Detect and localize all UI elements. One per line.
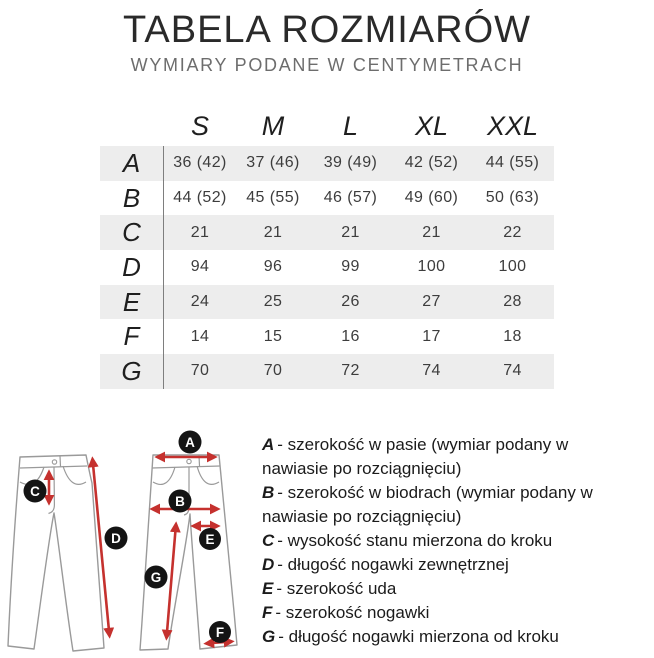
table-cell: 21 (190, 223, 210, 241)
legend-text: - wysokość stanu mierzona do kroku (277, 531, 553, 550)
size-column-header: L (342, 111, 359, 141)
size-column-header: XXL (486, 111, 539, 141)
row-label: E (122, 286, 141, 317)
table-row (100, 146, 554, 181)
table-row (100, 285, 554, 320)
legend-key: D (262, 555, 275, 574)
legend-item (262, 601, 620, 625)
table-cell: 94 (190, 258, 210, 276)
button-right (187, 459, 191, 463)
legend-key: E (262, 579, 274, 598)
table-cell: 16 (341, 327, 360, 345)
svg-text:D: D (111, 530, 121, 546)
table-cell: 100 (417, 258, 446, 276)
table-cell: 14 (190, 327, 210, 345)
svg-text:E: E (205, 531, 215, 547)
table-row (100, 319, 554, 354)
legend-key: F (262, 603, 273, 622)
legend-text: - szerokość w pasie (wymiar podany w nawiasie po rozciągnięciu) (262, 435, 569, 478)
table-cell: 15 (263, 327, 283, 345)
legend-key: G (262, 627, 276, 646)
legend-item (262, 433, 620, 481)
table-cell: 17 (422, 327, 441, 345)
table-cell: 70 (263, 362, 283, 380)
size-column-header: M (261, 111, 285, 141)
legend-key: A (262, 435, 275, 454)
pants-left-outline (8, 455, 104, 651)
table-cell: 74 (503, 362, 522, 380)
legend-text: - szerokość nogawki (275, 603, 430, 622)
legend-key: C (262, 531, 275, 550)
page-subtitle: WYMIARY PODANE W CENTYMETRACH (130, 55, 524, 75)
table-cell: 39 (49) (323, 154, 378, 172)
svg-text:G: G (150, 569, 162, 585)
row-label: A (122, 147, 141, 178)
table-cell: 28 (503, 293, 522, 311)
table-cell: 99 (341, 258, 360, 276)
size-table-header (100, 109, 554, 146)
legend-text: - długość nogawki mierzona od kroku (278, 627, 559, 646)
table-cell: 26 (341, 293, 360, 311)
marker-g-badge (145, 566, 168, 589)
svg-text:A: A (185, 434, 195, 450)
marker-d-badge (105, 527, 128, 550)
row-label: B (122, 182, 141, 213)
legend-text: - długość nogawki zewnętrznej (277, 555, 509, 574)
table-row (100, 354, 554, 389)
svg-text:F: F (215, 624, 225, 640)
table-cell: 22 (503, 223, 522, 241)
size-table (100, 109, 554, 389)
table-cell: 45 (55) (246, 189, 300, 207)
legend-text: - szerokość w biodrach (wymiar podany w nawiasie po rozciągnięciu) (262, 483, 593, 526)
marker-f-badge (209, 621, 231, 643)
table-row (100, 181, 554, 216)
row-label: D (122, 251, 141, 282)
table-cell: 36 (42) (173, 154, 227, 172)
table-cell: 72 (341, 362, 360, 380)
marker-a-badge (179, 431, 202, 454)
table-cell: 100 (498, 258, 527, 276)
table-cell: 74 (422, 362, 441, 380)
table-cell: 21 (263, 223, 283, 241)
legend-text: - szerokość uda (276, 579, 397, 598)
svg-text:C: C (30, 483, 40, 499)
table-cell: 42 (52) (404, 154, 459, 172)
row-label: C (122, 217, 141, 248)
table-cell: 50 (63) (485, 189, 540, 207)
legend-key: B (262, 483, 275, 502)
table-cell: 24 (190, 293, 210, 311)
table-cell: 27 (422, 293, 441, 311)
table-cell: 70 (190, 362, 210, 380)
table-row (100, 250, 554, 285)
table-divider-line (163, 146, 164, 389)
table-cell: 21 (422, 223, 441, 241)
table-cell: 44 (55) (485, 154, 540, 172)
table-cell: 18 (503, 327, 522, 345)
row-label: F (123, 321, 140, 352)
legend-item (262, 481, 620, 529)
pants-measurement-diagram (0, 425, 256, 658)
size-column-header: XL (414, 111, 449, 141)
table-cell: 96 (263, 258, 283, 276)
marker-b-badge (169, 490, 192, 513)
legend-item (262, 625, 620, 649)
marker-c-badge (24, 480, 47, 503)
table-cell: 46 (57) (323, 189, 378, 207)
table-cell: 49 (60) (404, 189, 459, 207)
table-cell: 25 (263, 293, 283, 311)
table-corner-cell (100, 109, 163, 146)
table-cell: 44 (52) (173, 189, 227, 207)
page-title: TABELA ROZMIARÓW (122, 9, 531, 51)
belt-loop-left (60, 456, 61, 467)
measurement-legend (262, 433, 620, 649)
size-table-body (100, 146, 554, 389)
size-column-header: S (190, 111, 209, 141)
table-cell: 21 (341, 223, 360, 241)
legend-item (262, 577, 620, 601)
legend-item (262, 553, 620, 577)
marker-e-badge (199, 528, 221, 550)
legend-item (262, 529, 620, 553)
button-left (52, 460, 56, 464)
table-cell: 37 (46) (246, 154, 300, 172)
table-row (100, 215, 554, 250)
row-label: G (121, 355, 142, 386)
svg-text:B: B (175, 493, 185, 509)
